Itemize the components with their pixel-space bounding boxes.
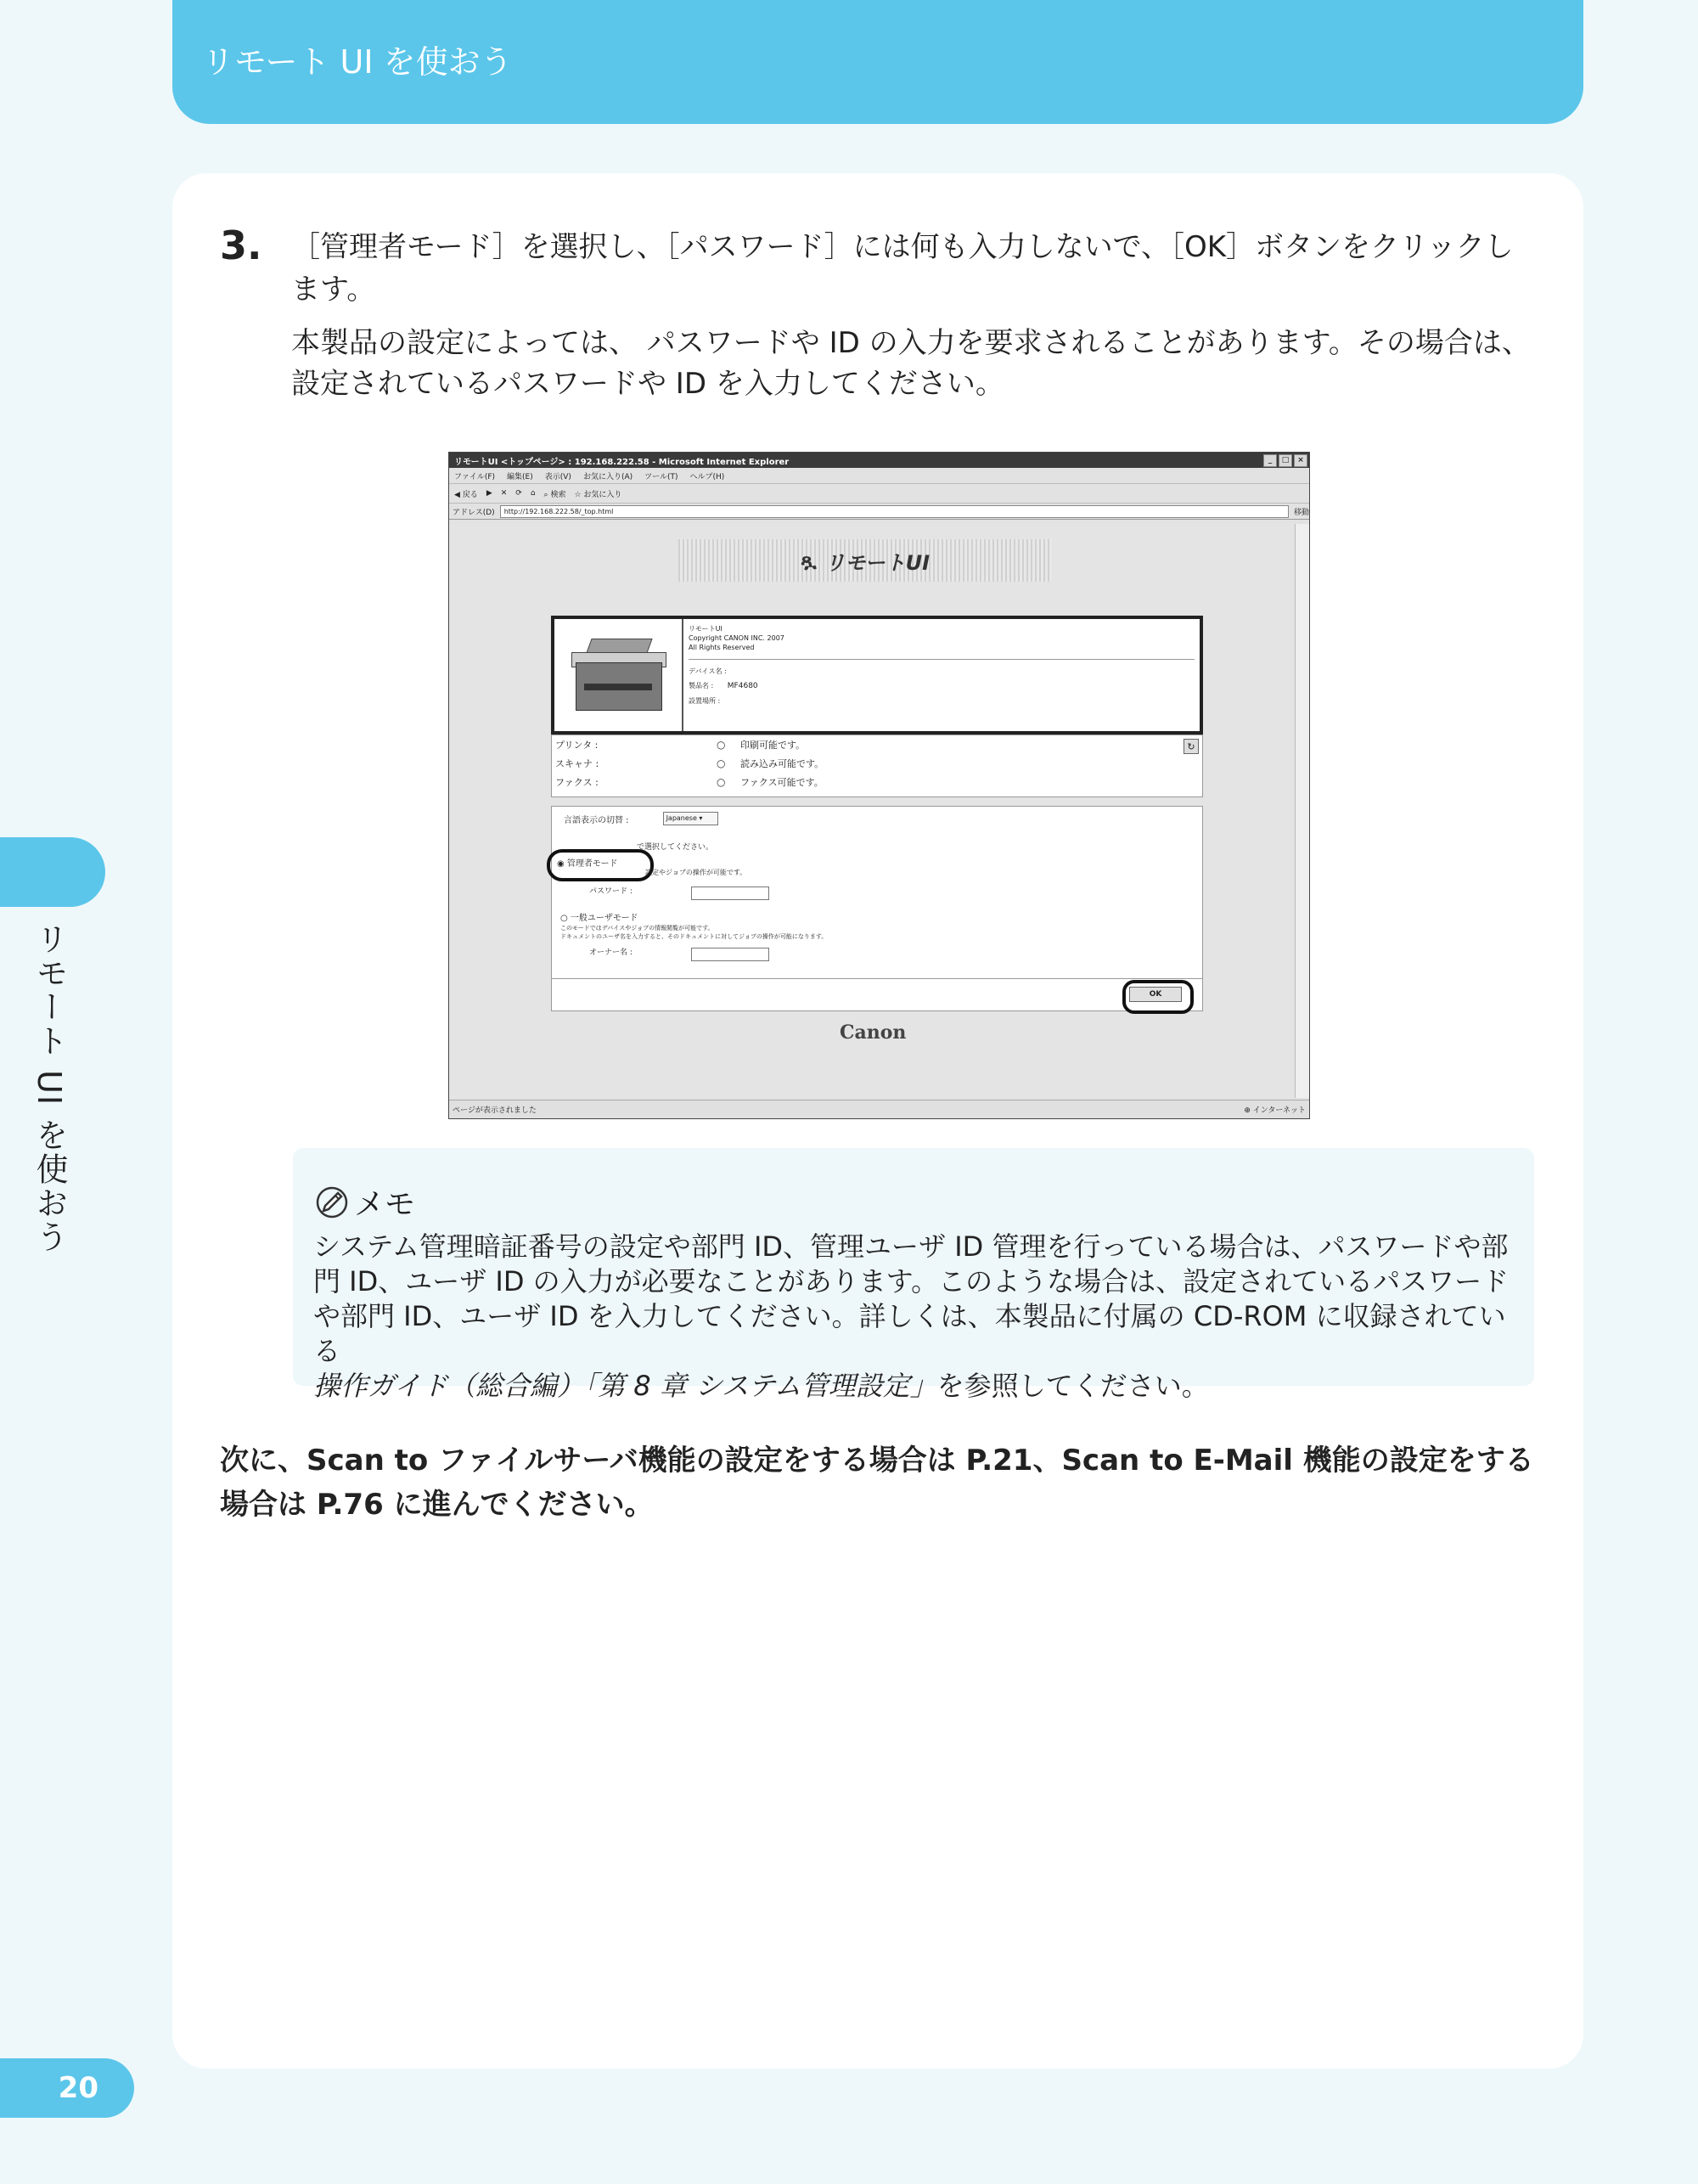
step-number: 3. [220,222,262,268]
device-info-text [683,619,1200,731]
status-row [552,735,1202,754]
favorites-button[interactable]: ☆ お気に入り [574,490,622,499]
memo-heading [315,1180,415,1224]
search-button[interactable]: ⌕ 検索 [543,490,566,499]
menu-help[interactable]: ヘルプ(H) [689,472,725,481]
product-value: MF4680 [727,682,758,690]
language-label: 言語表示の切替 : [564,815,629,825]
language-select[interactable]: Japanese ▾ [663,812,718,825]
status-left-text: ページが表示されました [453,1106,537,1115]
admin-mode-label: 管理者モード [566,859,618,869]
device-info-panel [551,616,1203,735]
remote-ui-logo-icon: ጿ [800,549,817,572]
header-banner [172,0,1583,124]
page-number: 20 [0,2058,134,2118]
stop-icon[interactable]: ✕ [500,489,508,498]
status-zone: ⊕ インターネット [1244,1106,1306,1115]
ok-button[interactable]: OK [1129,987,1182,1002]
home-icon[interactable]: ⌂ [530,489,536,498]
owner-label: オーナー名 : [589,948,633,957]
browser-title-bar [449,453,1309,468]
status-row [552,754,1202,773]
menu-file[interactable]: ファイル(F) [454,472,496,481]
user-mode-desc: このモードではデバイスやジョブの情報閲覧が可能です。 [560,925,714,932]
menu-view[interactable]: 表示(V) [544,472,571,481]
forward-icon[interactable]: ▶ [486,489,492,498]
password-input[interactable] [691,887,769,900]
maximize-icon[interactable]: □ [1279,454,1292,467]
remote-ui-page [449,524,1294,1098]
memo-text [313,1230,1519,1404]
user-mode-radio[interactable] [560,910,638,923]
radio-selected-icon: ◉ [557,859,565,869]
status-refresh-icon[interactable]: ↻ [1184,739,1199,754]
next-step-text: 次に、Scan to ファイルサーバ機能の設定をする場合は P.21、Scan to E-Mail 機能の設定をする場合は P.76 に進んでください。 [220,1444,1534,1522]
user-mode-desc: ドキュメントのユーザ名を入力すると、そのドキュメントに対してジョブの操作が可能になります。 [560,933,828,940]
browser-status-bar [449,1100,1309,1118]
remote-ui-banner-title: リモートUI [824,550,931,575]
user-mode-label: 一般ユーザモード [570,914,638,923]
minimize-icon[interactable]: _ [1263,454,1277,467]
admin-mode-desc: 設定やジョブの操作が可能です。 [645,869,747,876]
status-row [552,773,1202,791]
owner-input[interactable] [691,948,769,961]
browser-menu-bar [449,468,1309,484]
status-value: ファクス可能です。 [740,777,824,788]
content-card [172,173,1583,2069]
menu-favorites[interactable]: お気に入り(A) [582,472,633,481]
pencil-icon [315,1185,349,1219]
menu-edit[interactable]: 編集(E) [507,472,533,481]
radio-unselected-icon: ○ [560,914,568,923]
back-button[interactable]: ◀ 戻る [454,490,478,499]
menu-tools[interactable]: ツール(T) [644,472,678,481]
browser-toolbar [449,484,1309,504]
refresh-icon[interactable]: ⟳ [515,489,522,498]
memo-reference: 操作ガイド（総合編）「第 8 章 システム管理設定」 [313,1370,937,1402]
address-input[interactable]: http://192.168.222.58/_top.html [500,505,1289,518]
device-info-line: All Rights Reserved [689,644,755,651]
remote-ui-banner [678,539,1052,582]
product-label: 製品名 : [689,682,714,690]
status-label: プリンタ : [555,740,599,751]
address-bar [449,504,1309,520]
header-title: リモート UI を使おう [202,43,513,81]
status-ok-icon: ○ [717,757,726,769]
device-name-label: デバイス名 : [689,667,727,675]
device-info-line: リモートUI [689,625,722,633]
canon-logo: Canon [840,1022,907,1044]
side-label: リモート UI を使おう [31,922,68,1255]
location-label: 設置場所 : [689,697,721,705]
device-status-panel [551,735,1203,797]
status-label: ファクス : [555,777,599,788]
status-label: スキャナ : [555,758,599,769]
memo-body: システム管理暗証番号の設定や部門 ID、管理ユーザ ID 管理を行っている場合は、パスワードや部門 ID、ユーザ ID の入力が必要なことがあります。このような場合は、設定されているパスワードや部門 ID、ユーザ ID を入力してください。詳しくは、本製品に付属の CD-ROM に収録されている [313,1230,1510,1367]
memo-end: を参照してください。 [936,1370,1209,1402]
status-value: 印刷可能です。 [740,740,806,751]
product-row [689,681,1195,691]
browser-scrollbar[interactable] [1295,524,1309,1098]
login-panel [551,806,1203,1011]
browser-screenshot [448,452,1310,1119]
status-ok-icon: ○ [717,776,726,788]
admin-mode-radio[interactable] [557,856,618,869]
step-instruction: ［管理者モード］を選択し、［パスワード］には何も入力しないで、［OK］ボタンをクリックします。 [291,230,1514,307]
device-info-line: Copyright CANON INC. 2007 [689,634,784,642]
select-hint: で選択してください。 [637,843,714,852]
status-value: 読み込み可能です。 [740,758,824,769]
memo-title: メモ [354,1187,416,1222]
go-button[interactable]: 移動 [1293,508,1309,517]
close-icon[interactable]: × [1294,454,1307,467]
language-row [564,812,718,825]
address-label: アドレス(D) [453,508,495,517]
status-ok-icon: ○ [717,739,726,751]
printer-icon [571,637,665,713]
browser-window-title: リモートUI <トップページ> : 192.168.222.58 - Microsoft Internet Explorer [454,457,790,467]
password-label: パスワード : [589,887,633,896]
memo-box [293,1148,1534,1402]
side-tab [0,837,105,907]
device-image [554,619,683,731]
step-note: 本製品の設定によっては、 パスワードや ID の入力を要求されることがあります。その場合は、設定されているパスワードや ID を入力してください。 [291,326,1531,401]
